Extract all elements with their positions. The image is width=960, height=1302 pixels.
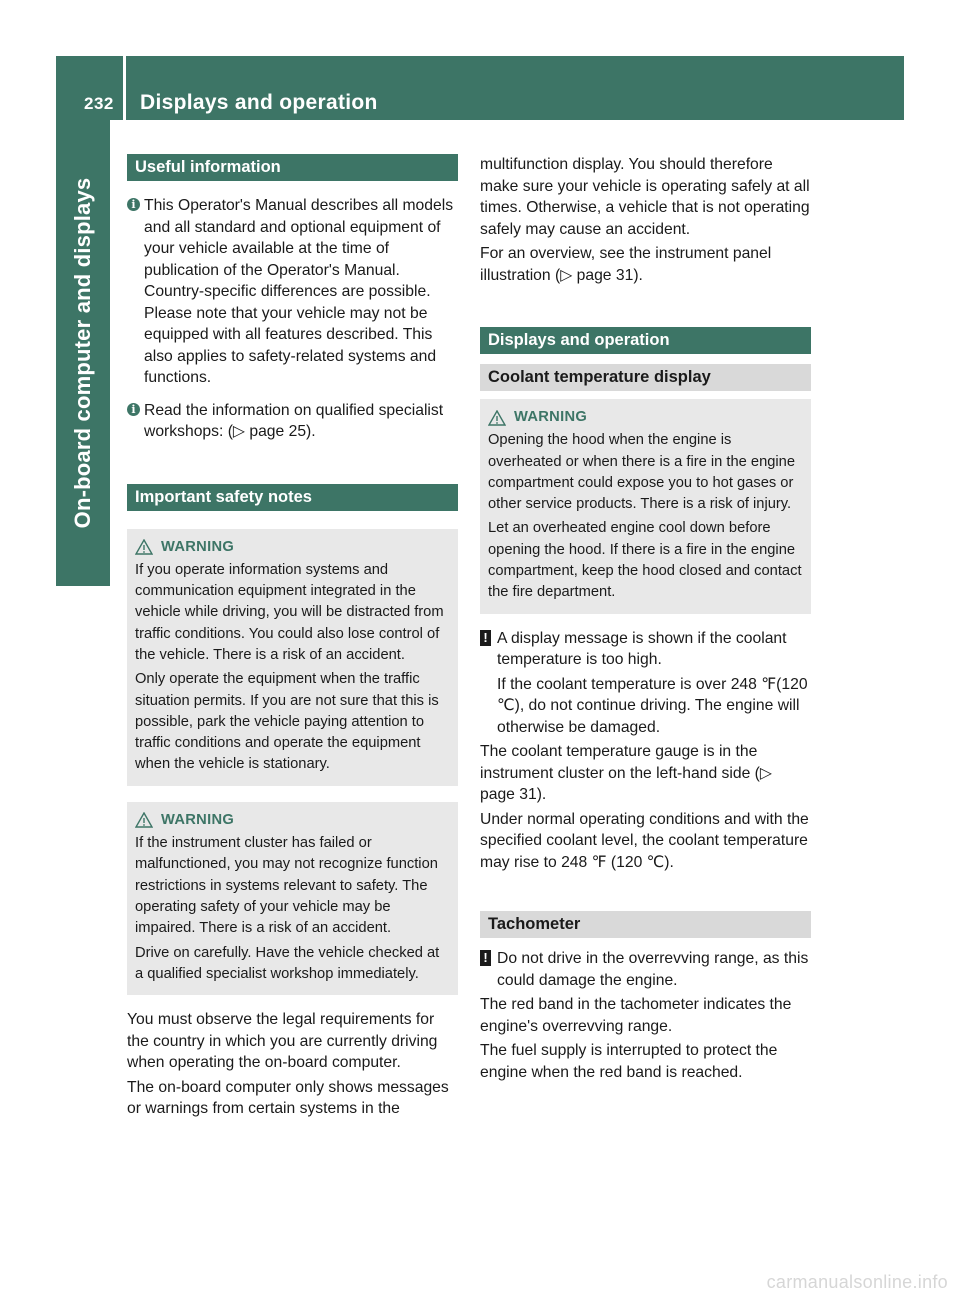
- useful-info-heading: Useful information: [127, 154, 458, 181]
- note-text: A display message is shown if the coolant temperature is too high.: [497, 629, 787, 669]
- info-text: This Operator's Manual describes all models and all standard and optional equipment of your vehicle available at the time of publication of the Operator's Manual. Country-specific differences are possible. Please note that your vehicle may not be equipped with all features described. This also applies to safety-related systems and functions.: [144, 197, 454, 386]
- body-paragraph: The coolant temperature gauge is in the instrument cluster on the left-hand side (▷ page 31).: [480, 743, 772, 804]
- body-paragraph: The on-board computer only shows messages or warnings from certain systems in the: [127, 1078, 449, 1118]
- warning-box: [480, 399, 811, 614]
- coolant-heading: Coolant temperature display: [480, 364, 811, 391]
- note-text: Do not drive in the overrevving range, as this could damage the engine.: [497, 950, 809, 989]
- page-title: Displays and operation: [140, 91, 378, 114]
- info-text: Read the information on qualified specialist workshops: (▷ page 25).: [144, 401, 444, 440]
- info-icon: i: [127, 403, 140, 416]
- info-paragraph: [127, 195, 458, 389]
- warning-triangle-icon: [135, 539, 153, 555]
- body-paragraph: The fuel supply is interrupted to protect the engine when the red band is reached.: [480, 1042, 778, 1081]
- warning-text: Only operate the equipment when the traffic situation permits. If you are not sure that this is possible, park the vehicle paying attention to traffic conditions and operate the equipment when the vehicle is stationary.: [135, 671, 439, 773]
- body-paragraph: multifunction display. You should therefore make sure your vehicle is operating safely at all times. Otherwise, a vehicle that is not operating safely may cause an accident.: [480, 156, 810, 238]
- warning-title: WARNING: [135, 810, 450, 831]
- warning-box: [127, 529, 458, 786]
- warning-title: WARNING: [488, 407, 803, 428]
- warning-box: [127, 802, 458, 995]
- warning-title: WARNING: [135, 537, 450, 558]
- warning-text: If you operate information systems and communication equipment integrated in the vehicle while driving, you will be distracted from traffic conditions. You could also lose control of the vehicle. There is a risk of an accident.: [135, 561, 444, 663]
- note-paragraph: If the coolant temperature is over 248 ℉(120 ℃), do not continue driving. The engine will otherwise be damaged.: [497, 675, 808, 736]
- caution-icon: !: [480, 630, 491, 646]
- warning-text: Let an overheated engine cool down before opening the hood. If there is a fire in the engine compartment, keep the hood closed and contact the fire department.: [488, 520, 802, 601]
- tachometer-heading: Tachometer: [480, 911, 811, 938]
- body-paragraph: The red band in the tachometer indicates the engine's overrevving range.: [480, 996, 792, 1035]
- body-paragraph: For an overview, see the instrument panel illustration (▷ page 31).: [480, 245, 772, 284]
- warning-text: Opening the hood when the engine is overheated or when there is a fire in the engine compartment could expose you to hot gases or other service products. There is a risk of injury.: [488, 432, 796, 513]
- right-column: [480, 154, 811, 1086]
- safety-heading: Important safety notes: [127, 484, 458, 511]
- warning-text: If the instrument cluster has failed or malfunctioned, you may not recognize function restrictions in systems relevant to safety. The operating safety of your vehicle may be impaired. There is a risk of an accident.: [135, 835, 438, 937]
- note-paragraph: [480, 948, 811, 991]
- warning-triangle-icon: [488, 410, 506, 426]
- body-paragraph: Under normal operating conditions and with the specified coolant level, the coolant temperature may rise to 248 ℉ (120 ℃).: [480, 810, 809, 871]
- info-paragraph: [127, 400, 458, 443]
- warning-triangle-icon: [135, 812, 153, 828]
- page-number: 232: [84, 94, 114, 113]
- displays-heading: Displays and operation: [480, 327, 811, 354]
- side-tab-label: On-board computer and displays: [70, 177, 95, 529]
- warning-text: Drive on carefully. Have the vehicle checked at a qualified specialist workshop immediately.: [135, 944, 440, 982]
- body-paragraph: You must observe the legal requirements for the country in which you are currently driving when operating the on-board computer.: [127, 1011, 438, 1072]
- note-paragraph: [480, 628, 811, 671]
- left-column: [127, 154, 458, 1123]
- caution-icon: !: [480, 950, 491, 966]
- watermark: carmanualsonline.info: [766, 1272, 948, 1292]
- info-icon: i: [127, 198, 140, 211]
